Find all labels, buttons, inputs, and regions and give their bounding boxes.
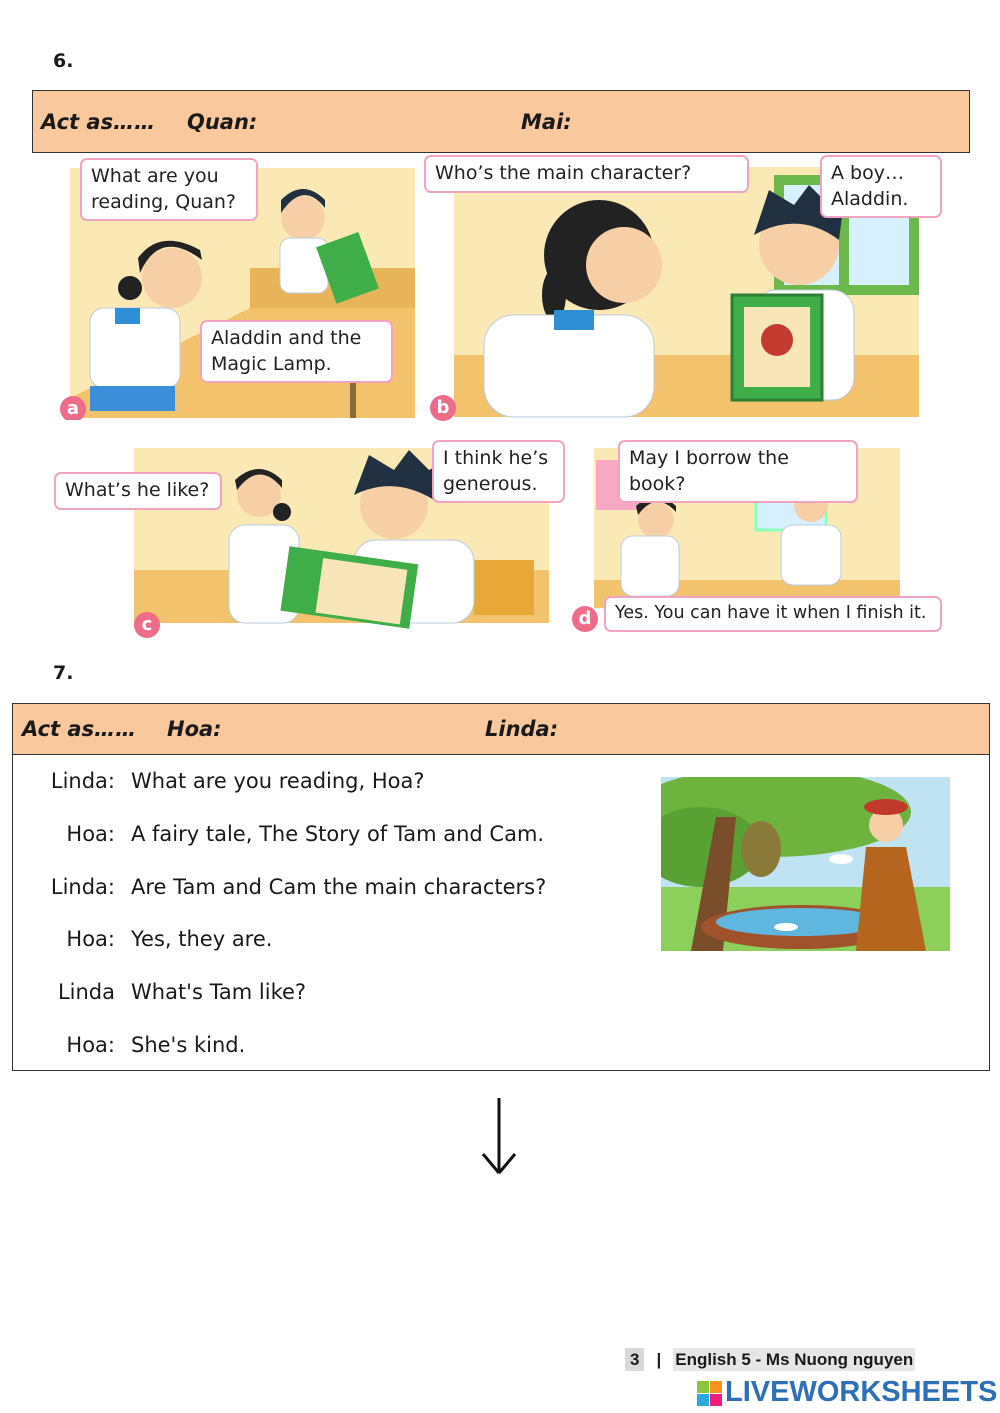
comic-panel-d [566,440,946,640]
role-hoa-label: Hoa: [167,717,222,741]
dialogue-line [13,965,653,1018]
dialogue-text: Yes, they are. [131,926,273,951]
role-linda-label: Linda: [485,717,559,741]
dialogue-text: Are Tam and Cam the main characters? [131,874,547,899]
dialogue-speaker: Hoa: [66,926,115,951]
panel-c-tag: c [134,612,160,638]
bubble-c1: What’s he like? [54,472,222,510]
role-quan-label: Quan: [187,109,258,134]
comic-panel-a [60,158,418,420]
liveworksheets-logo-icon [697,1381,723,1407]
dialogue-line [13,754,653,807]
dialogue-speaker: Linda [57,979,115,1004]
bubble-d2: Yes. You can have it when I finish it. [604,596,942,632]
footer-text: English 5 - Ms Nuong nguyen [675,1350,914,1369]
dialogue-line [13,912,653,965]
act-as-label: Act as…… [41,109,156,134]
bubble-b1: Who’s the main character? [424,155,749,193]
comic-panel-c [54,440,568,640]
dialogue-speaker: Hoa: [66,1032,115,1057]
bubble-a2: Aladdin and the Magic Lamp. [200,320,393,383]
bubble-a1: What are you reading, Quan? [80,158,258,221]
dialogue-text: What are you reading, Hoa? [131,768,425,793]
dialogue-line [13,860,653,913]
panel-a-tag: a [60,396,86,420]
section-6-number: 6. [53,50,74,72]
page-number: 3 [625,1348,644,1371]
section-6-role-bar [32,90,970,153]
bubble-b2: A boy… Aladdin. [820,155,942,218]
act-as-label: Act as…… [22,717,137,741]
dialogue-speaker: Linda: [50,768,115,793]
down-arrow-icon [478,1096,520,1178]
panel-b-tag: b [430,395,456,421]
section-7-number: 7. [53,662,74,684]
footer-separator: | [656,1350,662,1369]
dialogue-speaker: Linda: [50,874,115,899]
section-7-role-bar [13,704,989,755]
comic-panel-b [424,155,944,425]
dialogue-speaker: Hoa: [66,821,115,846]
bubble-d1: May I borrow the book? [618,440,858,503]
dialogue-line [13,1018,653,1071]
dialogue-text: What's Tam like? [131,979,307,1004]
dialogue-text: A fairy tale, The Story of Tam and Cam. [131,821,545,846]
panel-d-tag: d [572,606,598,632]
tam-and-cam-illustration [661,777,950,951]
role-mai-label: Mai: [521,109,572,134]
dialogue-text: She's kind. [131,1032,246,1057]
brand-name: LIVEWORKSHEETS [725,1376,998,1408]
bubble-c2: I think he’s generous. [432,440,565,503]
page-footer [625,1350,915,1370]
dialogue-line [13,807,653,860]
